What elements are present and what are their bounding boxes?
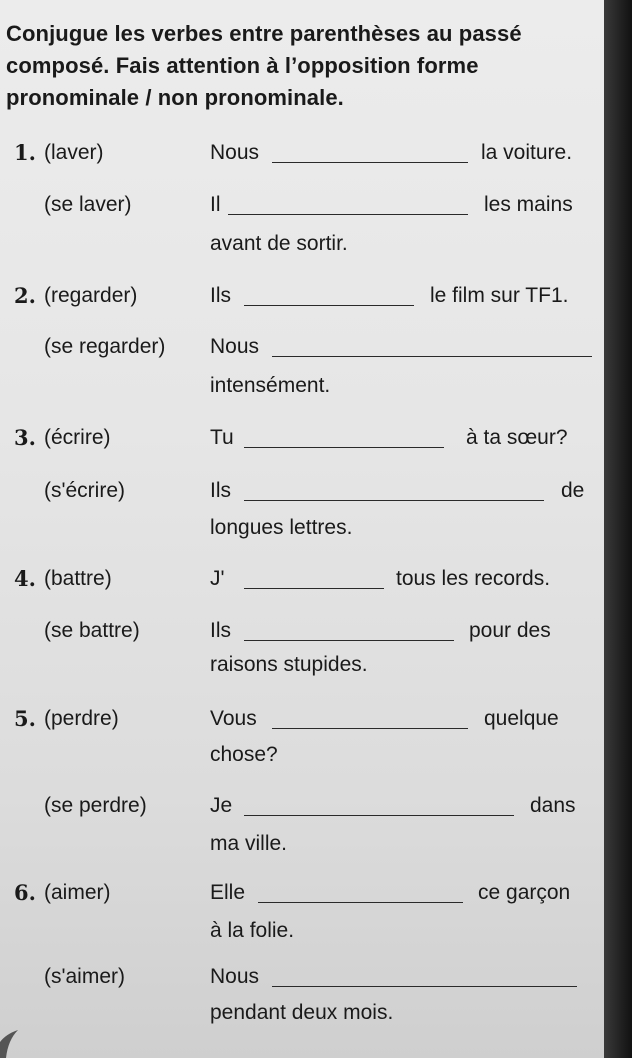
answer-blank[interactable] [244,500,544,501]
verb-label: (s'écrire) [44,479,126,502]
verb-label: (se perdre) [44,794,147,817]
verb-label: (écrire) [44,426,111,449]
sentence-end: les mains [484,193,573,216]
sentence-end: à ta sœur? [466,426,568,449]
answer-blank[interactable] [228,214,468,215]
subject: Vous [210,707,257,730]
dark-background-edge [604,0,632,1058]
answer-blank[interactable] [244,305,414,306]
sentence-continuation: raisons stupides. [210,653,368,676]
sentence-continuation: chose? [210,743,278,766]
answer-blank[interactable] [272,162,468,163]
verb-label: (battre) [44,567,112,590]
sentence-continuation: pendant deux mois. [210,1001,394,1024]
verb-label: (se battre) [44,619,140,642]
sentence-end: le film sur TF1. [430,284,569,307]
sentence-end: pour des [469,619,551,642]
verb-label: (se regarder) [44,335,166,358]
subject: Ils [210,619,231,642]
subject: Tu [210,426,234,449]
subject: Ils [210,479,231,502]
sentence-end: de [561,479,585,502]
subject: Nous [210,965,260,988]
verb-label: (laver) [44,141,104,164]
verb-label: (s'aimer) [44,965,126,988]
sentence-end: tous les records. [396,567,551,590]
verb-label: (se laver) [44,193,132,216]
verb-label: (perdre) [44,707,119,730]
answer-blank[interactable] [272,356,592,357]
instructions: Conjugue les verbes entre parenthèses au passé composé. Fais attention à l’opposition forme pronominale / non pronominale. [6,21,522,110]
answer-blank[interactable] [258,902,463,903]
subject: Elle [210,881,246,904]
item-number: 5. [14,706,36,731]
subject: Nous [210,141,260,164]
sentence-end: ce garçon [478,881,571,904]
answer-blank[interactable] [272,986,577,987]
answer-blank[interactable] [244,447,444,448]
sentence-end: dans [530,794,576,817]
item-number: 6. [14,880,36,905]
subject: Ils [210,284,231,307]
subject: Nous [210,335,260,358]
item-number: 4. [14,566,36,591]
item-number: 2. [14,283,36,308]
subject: Il [210,193,221,216]
subject: J' [210,567,225,590]
subject: Je [210,794,233,817]
verb-label: (aimer) [44,881,111,904]
page-corner-shadow [0,1028,20,1058]
sentence-end: quelque [484,707,559,730]
answer-blank[interactable] [272,728,468,729]
sentence-continuation: longues lettres. [210,516,353,539]
verb-label: (regarder) [44,284,138,307]
sentence-continuation: intensément. [210,374,331,397]
answer-blank[interactable] [244,640,454,641]
answer-blank[interactable] [244,815,514,816]
item-number: 3. [14,425,36,450]
sentence-continuation: avant de sortir. [210,232,348,255]
answer-blank[interactable] [244,588,384,589]
sentence-continuation: à la folie. [210,919,295,942]
sentence-continuation: ma ville. [210,832,288,855]
item-number: 1. [14,140,36,165]
sentence-end: la voiture. [481,141,573,164]
